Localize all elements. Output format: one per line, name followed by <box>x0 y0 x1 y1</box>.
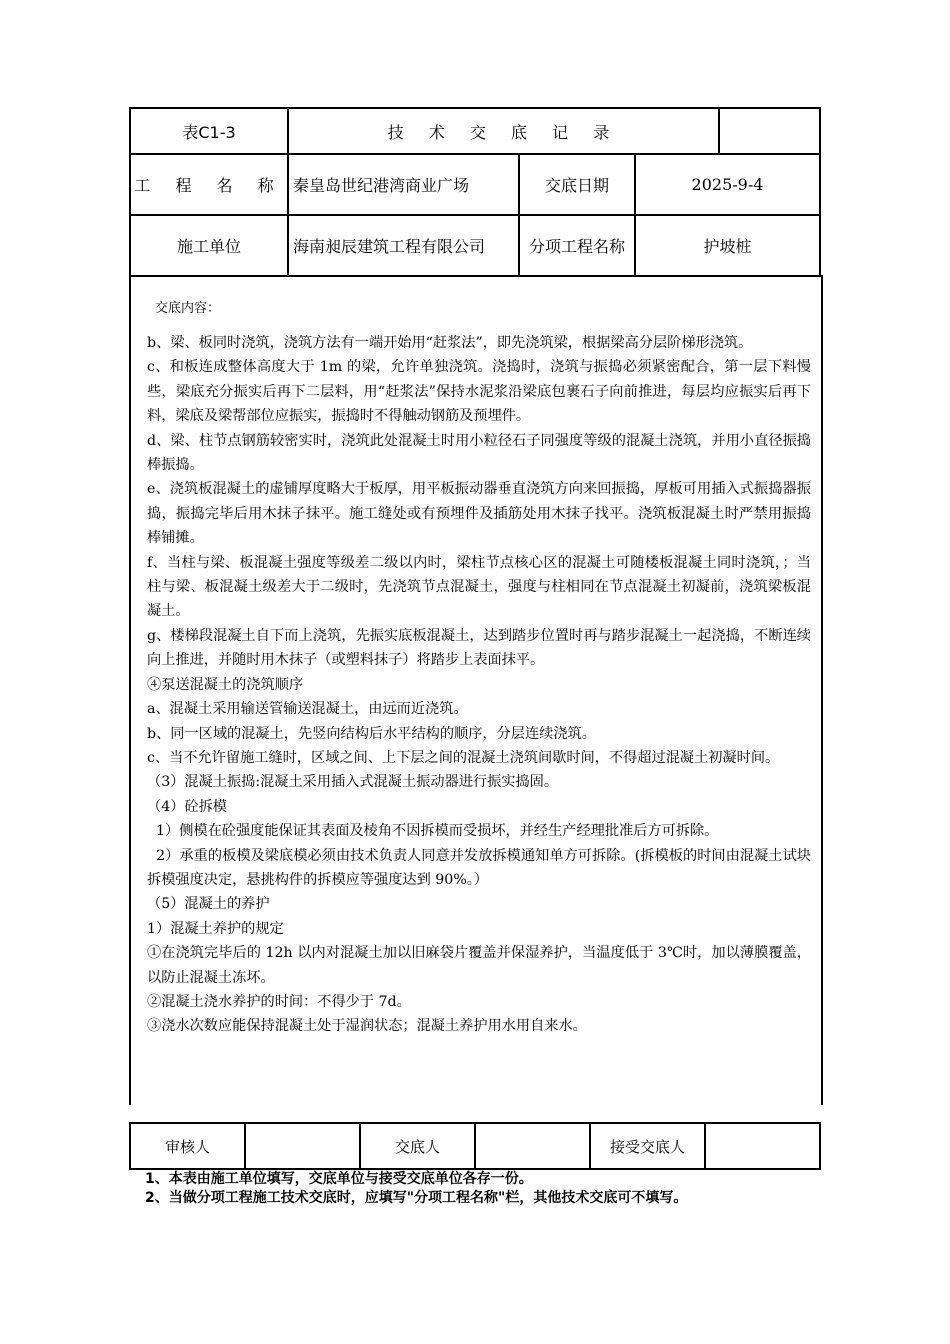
subproject-value: 护坡桩 <box>635 215 820 276</box>
footnote: 2、当做分项工程施工技术交底时，应填写"分项工程名称"栏，其他技术交底可不填写。 <box>145 1190 688 1206</box>
discloser-label: 交底人 <box>360 1123 475 1169</box>
paragraph: ③浇水次数应能保持混凝土处于湿润状态；混凝土养护用水用自来水。 <box>147 1018 587 1035</box>
paragraph: 1）侧模在砼强度能保证其表面及棱角不因拆模而受损坏，并经生产经理批准后方可拆除。 <box>147 823 719 840</box>
paragraph: b、同一区域的混凝土，先竖向结构后水平结构的顺序，分层连续浇筑。 <box>147 725 596 742</box>
content-body <box>147 331 811 1039</box>
paragraph: ①在浇筑完毕后的 12h 以内对混凝土加以旧麻袋片覆盖并保湿养护，当温度低于 3℃时，加以薄膜覆盖，以防止混凝土冻坏。 <box>147 945 811 986</box>
header-section <box>129 107 819 277</box>
project-name-label: 工 程 名 称 <box>130 154 288 215</box>
construction-unit-label: 施工单位 <box>130 215 288 276</box>
subproject-label: 分项工程名称 <box>519 215 635 276</box>
paragraph: ②混凝土浇水养护的时间：不得少于 7d。 <box>147 993 411 1010</box>
page-title: 技 术 交 底 记 录 <box>288 108 719 154</box>
receiver-signature-field[interactable] <box>705 1123 820 1169</box>
paragraph: （4）砼拆模 <box>147 798 227 815</box>
reviewer-signature-field[interactable] <box>245 1123 360 1169</box>
content-label: 交底内容： <box>155 301 221 316</box>
paragraph: （5）混凝土的养护 <box>147 896 270 913</box>
header-table <box>129 107 821 277</box>
date-label: 交底日期 <box>519 154 635 215</box>
paragraph: b、梁、板同时浇筑，浇筑方法有一端开始用“赶浆法”，即先浇筑梁，根据梁高分层阶梯形浇筑。 <box>147 335 753 351</box>
project-name-value: 秦皇岛世纪港湾商业广场 <box>288 154 519 215</box>
paragraph: a、混凝土采用输送管输送混凝土，由远而近浇筑。 <box>147 701 468 718</box>
discloser-signature-field[interactable] <box>475 1123 590 1169</box>
date-value: 2025-9-4 <box>635 154 820 215</box>
paragraph: d、梁、柱节点钢筋较密实时，浇筑此处混凝土时用小粒径石子同强度等级的混凝土浇筑，并用小直径振捣棒振捣。 <box>147 432 811 474</box>
paragraph: c、当不允许留施工缝时，区域之间、上下层之间的混凝土浇筑间歇时间，不得超过混凝土初凝时间。 <box>147 749 780 766</box>
paragraph: （3）混凝土振捣:混凝土采用插入式混凝土振动器进行振实捣固。 <box>147 774 559 791</box>
receiver-label: 接受交底人 <box>590 1123 705 1169</box>
paragraph: f、当柱与梁、板混凝土强度等级差二级以内时，梁柱节点核心区的混凝土可随楼板混凝土同时浇筑，；当柱与梁、板混凝土级差大于二级时，先浇筑节点混凝土，强度与柱相同在节点混凝土初凝前，浇筑梁板混凝土。 <box>147 554 811 620</box>
paragraph: ④泵送混凝土的浇筑顺序 <box>147 676 304 693</box>
disclosure-content <box>129 275 823 1105</box>
blank-cell <box>719 108 820 154</box>
footnote: 1、本表由施工单位填写，交底单位与接受交底单位各存一份。 <box>145 1171 533 1187</box>
footnotes <box>145 1170 687 1208</box>
paragraph: 1）混凝土养护的规定 <box>147 920 284 937</box>
paragraph: c、和板连成整体高度大于 1m 的梁，允许单独浇筑。浇捣时，浇筑与振捣必须紧密配合，第一层下料慢些，梁底充分振实后再下二层料，用“赶浆法”保持水泥浆沿梁底包裹石子向前推进，每层均应振实后再下料，梁底及梁帮部位应振实，振捣时不得触动钢筋及预埋件。 <box>147 359 811 425</box>
paragraph: g、楼梯段混凝土自下而上浇筑，先振实底板混凝土，达到踏步位置时再与踏步混凝土一起浇捣，不断连续向上推进，并随时用木抹子（或塑料抹子）将踏步上表面抹平。 <box>147 627 811 669</box>
paragraph: e、浇筑板混凝土的虚铺厚度略大于板厚，用平板振动器垂直浇筑方向来回振捣，厚板可用插入式振捣器振捣，振捣完毕后用木抹子抹平。施工缝处或有预埋件及插筋处用木抹子找平。浇筑板混凝土时严禁用振捣棒铺摊。 <box>147 481 811 547</box>
construction-unit-value: 海南昶辰建筑工程有限公司 <box>288 215 519 276</box>
reviewer-label: 审核人 <box>130 1123 245 1169</box>
form-code: 表C1-3 <box>130 108 288 154</box>
paragraph: 2）承重的板模及梁底模必须由技术负责人同意并发放拆模通知单方可拆除。(拆模板的时间由混凝土试块拆模强度决定，悬挑构件的拆模应等强度达到 90%。） <box>147 847 811 888</box>
signature-table <box>129 1122 821 1170</box>
